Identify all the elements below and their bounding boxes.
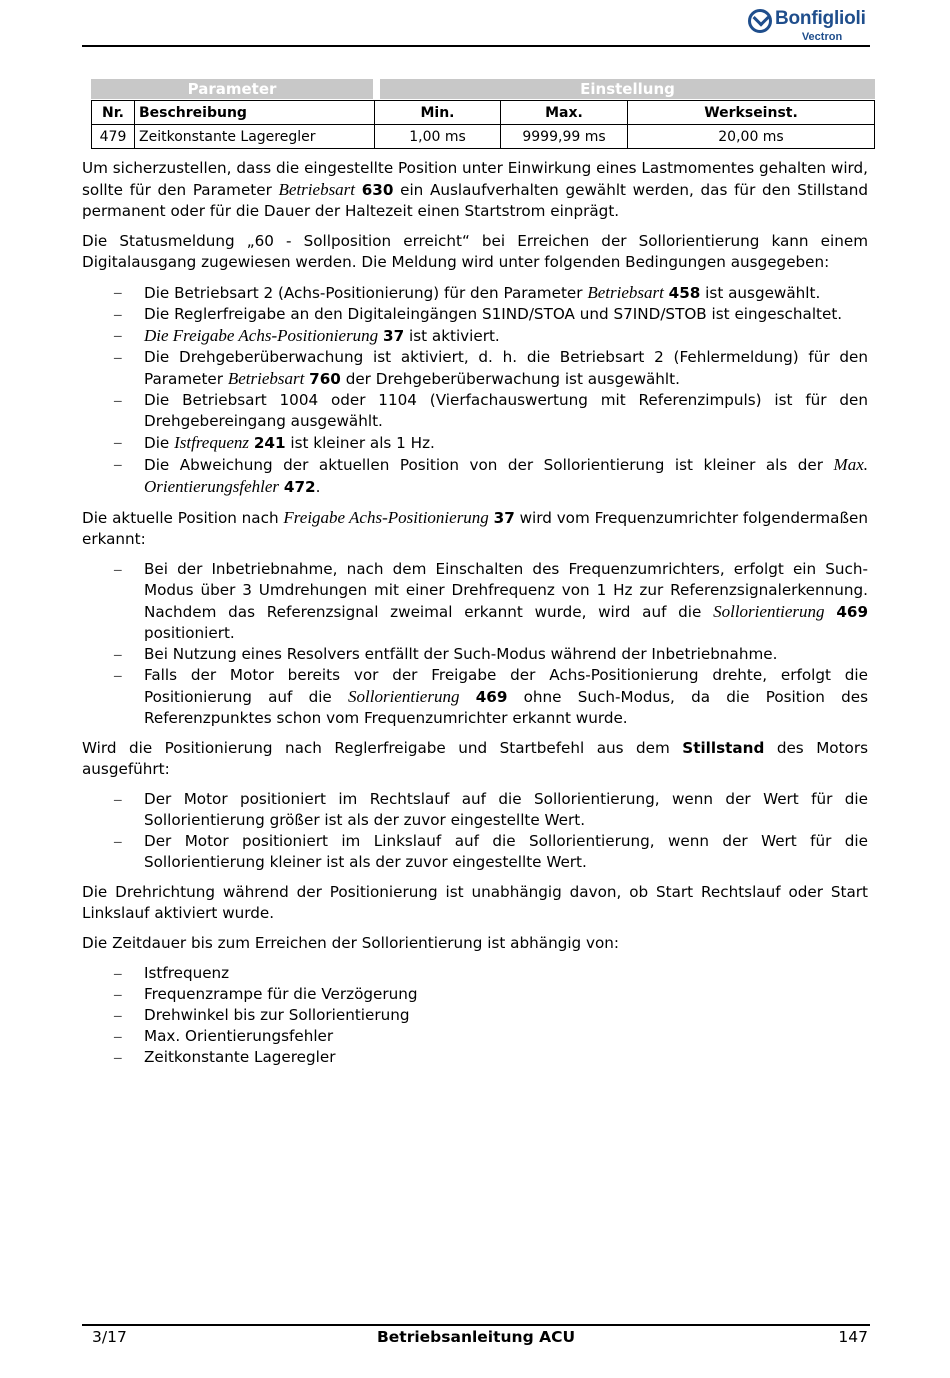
list-item: – Die Drehgeberüberwachung ist aktiviert, d. h. die Betriebsart 2 (Fehlermeldung) für den Parameter Betriebsart 760 der Drehgeberüberwachung ist ausgewählt. [82,347,868,390]
col-nr: Nr. [92,101,135,125]
logo-brand: Bonfiglioli [775,8,866,29]
footer-rule [82,1324,870,1326]
list-item: – Die Freigabe Achs-Positionierung 37 ist aktiviert. [82,325,868,347]
cell-max: 9999,99 ms [501,125,628,149]
page-number: 147 [838,1328,868,1346]
parameter-table [91,79,875,149]
cell-min: 1,00 ms [375,125,501,149]
list-item: – Frequenzrampe für die Verzögerung [82,984,868,1005]
direction-list [82,789,868,873]
paragraph-position: Die aktuelle Position nach Freigabe Achs-Positionierung 37 wird vom Frequenzumrichter folgendermaßen erkannt: [82,508,868,548]
paragraph-direction: Die Drehrichtung während der Positionierung ist unabhängig davon, ob Start Rechtslauf oder Start Linkslauf aktiviert wurde. [82,883,868,922]
footer-version: 3/17 [92,1328,127,1346]
table-row [92,125,875,149]
cell-nr: 479 [92,125,135,149]
list-item: – Der Motor positioniert im Rechtslauf auf die Sollorientierung, wenn der Wert für die Sollorientierung größer ist als der zuvor eingestellte Wert. [82,789,868,831]
group-setting: Einstellung [380,79,875,99]
col-desc: Beschreibung [135,101,375,125]
duration-factors-list [82,963,868,1068]
paragraph-duration: Die Zeitdauer bis zum Erreichen der Sollorientierung ist abhängig von: [82,934,620,952]
list-item: – Bei Nutzung eines Resolvers entfällt der Such-Modus während der Inbetriebnahme. [82,644,868,665]
param-link: Betriebsart [278,180,356,199]
col-max: Max. [501,101,628,125]
col-default: Werkseinst. [628,101,875,125]
list-item: – Falls der Motor bereits vor der Freigabe der Achs-Positionierung drehte, erfolgt die Positionierung auf die Sollorientierung 469 ohne Such-Modus, da die Position des Referenzpunktes schon vom Frequenzumrichter erkannt wurde. [82,665,868,729]
page-body [82,158,868,1077]
logo-sub: Vectron [801,31,843,43]
list-item: – Die Betriebsart 1004 oder 1104 (Vierfachauswertung mit Referenzimpuls) ist für den Drehgebereingang ausgewählt. [82,390,868,432]
group-parameter: Parameter [91,79,373,99]
list-item: – Die Reglerfreigabe an den Digitaleingängen S1IND/STOA und S7IND/STOB ist eingeschaltet. [82,304,868,325]
paragraph-status: Die Statusmeldung „60 - Sollposition erreicht“ bei Erreichen der Sollorientierung kann einem Digitalausgang zugewiesen werden. Die Meldung wird unter folgenden Bedingungen ausgegeben: [82,232,868,271]
conditions-list [82,282,868,498]
paragraph-load-torque: Um sicherzustellen, dass die eingestellte Position unter Einwirkung eines Lastmomentes gehalten wird, sollte für den Parameter Betriebsart 630 ein Auslaufverhalten gewählt werden, das für den Stillstand permanent oder für die Dauer der Haltezeit einen Startstrom einprägt. [82,159,868,220]
cell-default: 20,00 ms [628,125,875,149]
paragraph-standstill: Wird die Positionierung nach Reglerfreigabe und Startbefehl aus dem Stillstand des Motors ausgeführt: [82,739,868,778]
table-group-band [91,79,875,99]
header-rule [82,45,870,47]
list-item: – Der Motor positioniert im Linkslauf auf die Sollorientierung, wenn der Wert für die Sollorientierung kleiner ist als der zuvor eingestellte Wert. [82,831,868,873]
list-item: – Die Istfrequenz 241 ist kleiner als 1 Hz. [82,432,868,454]
list-item: – Bei der Inbetriebnahme, nach dem Einschalten des Frequenzumrichters, erfolgt ein Such-Modus über 3 Umdrehungen mit einer Drehfrequenz von 1 Hz zur Referenzsignalerkennung. Nachdem das Referenzsignal zweimal erkannt wurde, wird auf die Sollorientierung 469 positioniert. [82,559,868,644]
col-min: Min. [375,101,501,125]
cell-desc: Zeitkonstante Lageregler [135,125,375,149]
page-footer [82,1328,870,1350]
logo-mark-icon [748,9,772,33]
list-item: – Die Betriebsart 2 (Achs-Positionierung) für den Parameter Betriebsart 458 ist ausgewählt. [82,282,868,304]
list-item: – Zeitkonstante Lageregler [82,1047,868,1068]
table-header-row [92,101,875,125]
footer-title: Betriebsanleitung ACU [376,1328,576,1346]
detection-list [82,559,868,729]
list-item: – Drehwinkel bis zur Sollorientierung [82,1005,868,1026]
list-item: – Die Abweichung der aktuellen Position von der Sollorientierung ist kleiner als der Max. Orientierungsfehler 472. [82,454,868,498]
bonfiglioli-logo [748,7,870,45]
list-item: – Max. Orientierungsfehler [82,1026,868,1047]
list-item: – Istfrequenz [82,963,868,984]
